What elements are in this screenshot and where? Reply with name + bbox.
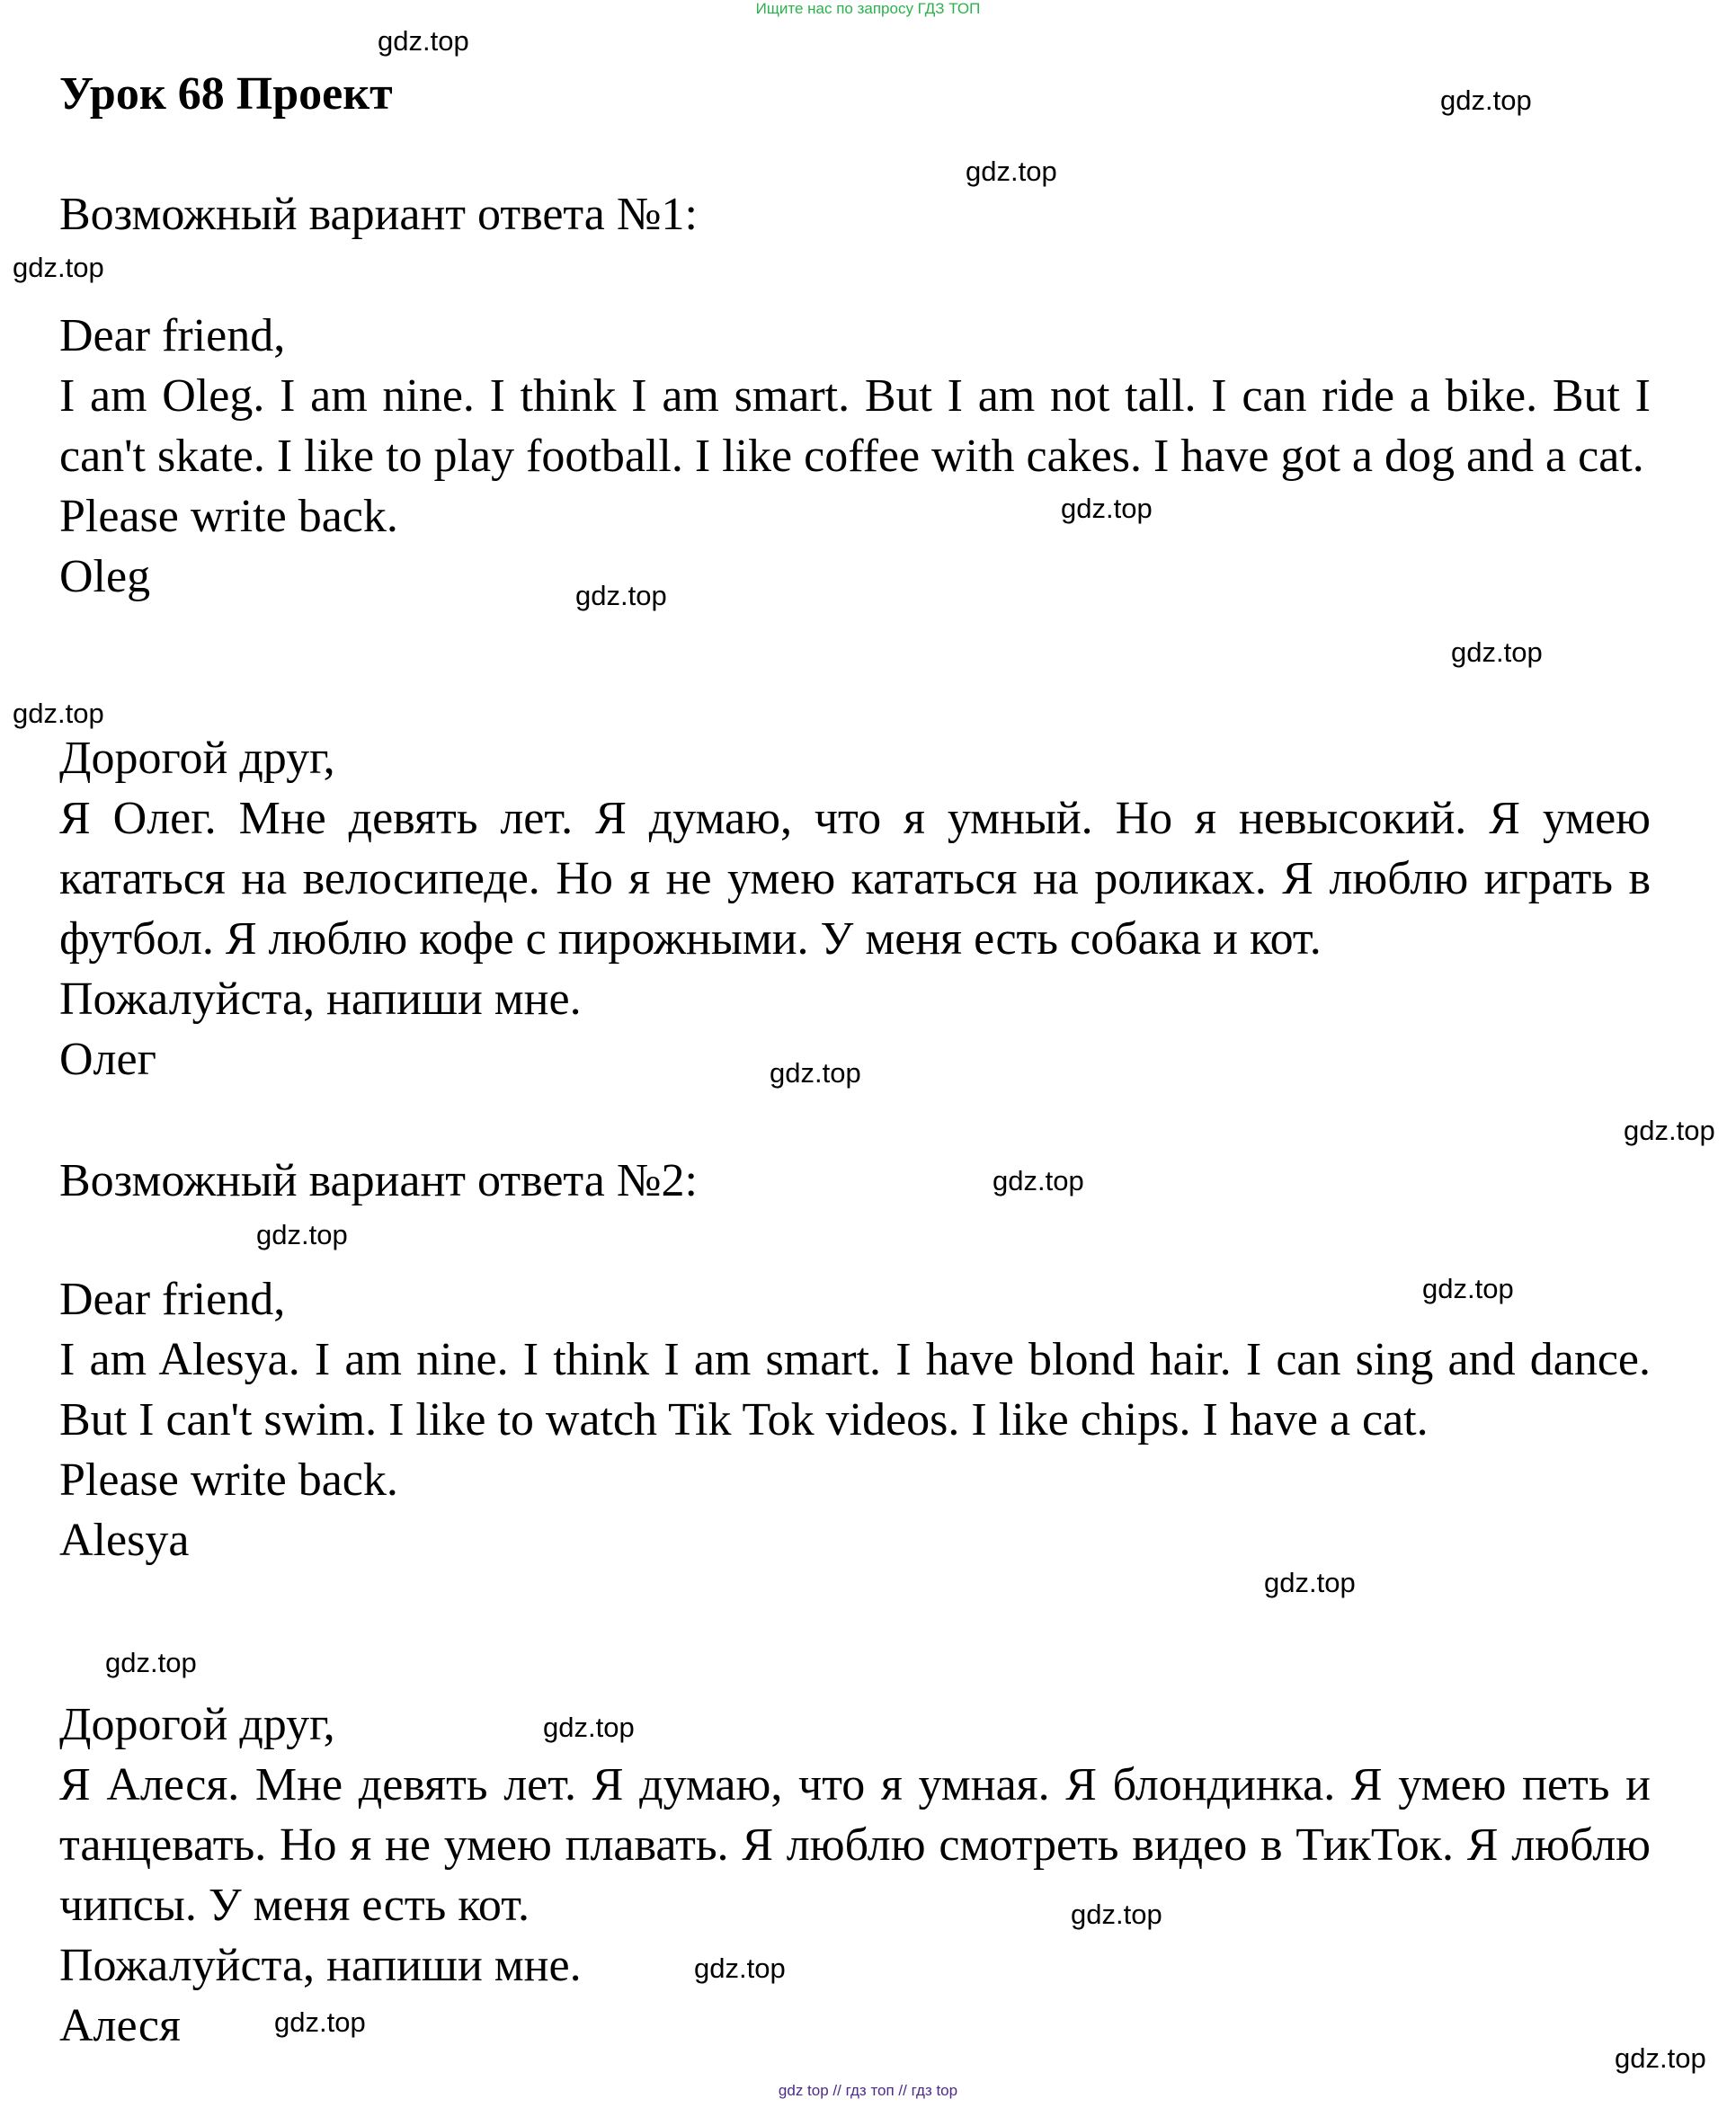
watermark: gdz.top	[1451, 636, 1543, 668]
watermark: gdz.top	[1615, 2042, 1706, 2074]
letter-body: I am Alesya. I am nine. I think I am smart. I have blond hair. I can sing and dance. But I can't swim. I like to watch Tik Tok videos. I like chips. I have a cat.	[59, 1334, 1651, 1445]
header-note: Ищите нас по запросу ГДЗ ТОП	[755, 0, 981, 17]
watermark: gdz.top	[13, 698, 104, 729]
letter-signature: Алеся	[59, 2000, 181, 2051]
variant2-heading: Возможный вариант ответа №2:	[59, 1155, 698, 1206]
watermark: gdz.top	[1624, 1115, 1715, 1146]
watermark: gdz.top	[1071, 1899, 1162, 1930]
letter-greeting: Дорогой друг,	[59, 733, 335, 784]
letter-body: Я Олег. Мне девять лет. Я думаю, что я умный. Но я невысокий. Я умею кататься на велосипеде. Но я не умею кататься на роликах. Я люблю играть в футбол. Я люблю кофе с пирожными. У меня есть собака и кот.	[59, 793, 1651, 965]
variant1-english-letter	[59, 306, 1651, 607]
watermark: gdz.top	[1061, 493, 1153, 524]
letter-greeting: Dear friend,	[59, 310, 286, 361]
variant2-english-letter	[59, 1269, 1651, 1570]
watermark: gdz.top	[993, 1165, 1084, 1196]
letter-closing: Пожалуйста, напиши мне.	[59, 974, 582, 1025]
letter-closing: Пожалуйста, напиши мне.	[59, 1940, 582, 1991]
variant2-russian-letter	[59, 1694, 1651, 2056]
page-title: Урок 68 Проект	[59, 68, 393, 120]
watermark: gdz.top	[575, 580, 667, 611]
letter-closing: Please write back.	[59, 1454, 398, 1506]
letter-signature: Oleg	[59, 551, 151, 602]
watermark: gdz.top	[274, 2006, 366, 2038]
watermark: gdz.top	[1264, 1567, 1356, 1598]
watermark: gdz.top	[694, 1952, 786, 1984]
watermark: gdz.top	[256, 1219, 348, 1250]
footer-note: gdz top // гдз топ // гдз top	[778, 2082, 958, 2099]
letter-greeting: Dear friend,	[59, 1274, 286, 1325]
watermark: gdz.top	[105, 1647, 197, 1678]
letter-body: Я Алеся. Мне девять лет. Я думаю, что я умная. Я блондинка. Я умею петь и танцевать. Но я не умею плавать. Я люблю смотреть видео в ТикТок. Я люблю чипсы. У меня есть кот.	[59, 1759, 1651, 1931]
watermark: gdz.top	[1422, 1273, 1514, 1304]
watermark: gdz.top	[543, 1712, 635, 1743]
letter-greeting: Дорогой друг,	[59, 1699, 335, 1750]
variant1-heading: Возможный вариант ответа №1:	[59, 189, 698, 240]
variant1-russian-letter	[59, 728, 1651, 1090]
watermark: gdz.top	[13, 252, 104, 283]
watermark: gdz.top	[966, 156, 1057, 187]
watermark: gdz.top	[378, 25, 469, 57]
letter-closing: Please write back.	[59, 491, 398, 542]
letter-signature: Олег	[59, 1034, 156, 1085]
letter-body: I am Oleg. I am nine. I think I am smart. But I am not tall. I can ride a bike. But I can't skate. I like to play football. I like coffee with cakes. I have got a dog and a cat.	[59, 370, 1651, 482]
letter-signature: Alesya	[59, 1515, 190, 1566]
watermark: gdz.top	[770, 1057, 861, 1089]
watermark: gdz.top	[1440, 84, 1532, 116]
